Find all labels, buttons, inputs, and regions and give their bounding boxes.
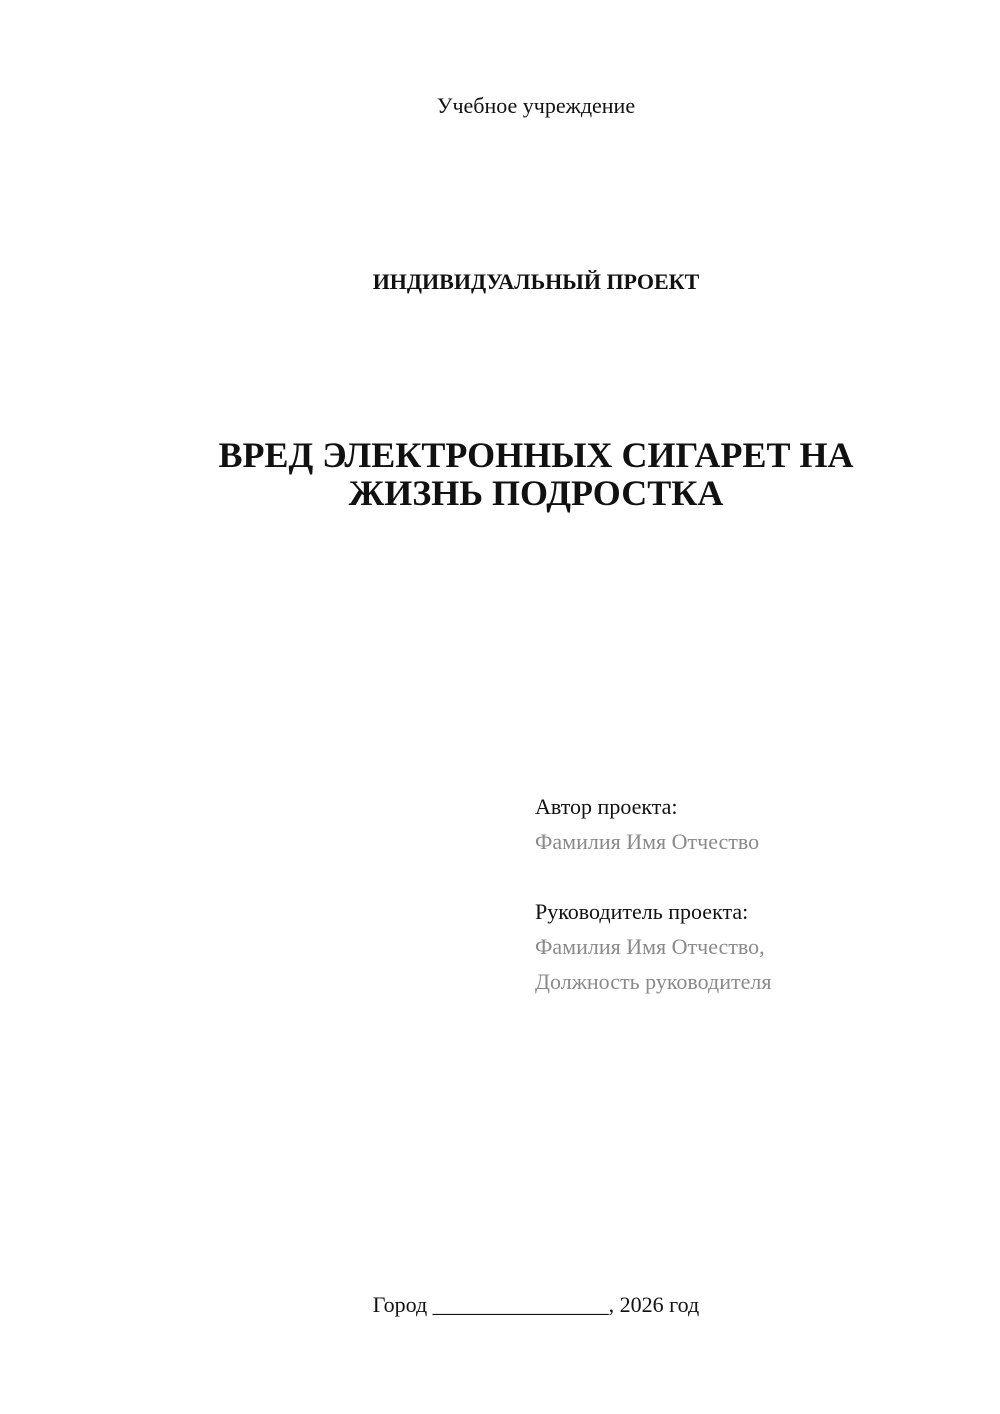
author-label: Автор проекта:: [535, 794, 678, 819]
project-type-heading: ИНДИВИДУАЛЬНЫЙ ПРОЕКТ: [372, 269, 700, 294]
author-name: Фамилия Имя Отчество: [535, 829, 760, 854]
project-title-line-1: ВРЕД ЭЛЕКТРОННЫХ СИГАРЕТ НА: [218, 435, 854, 475]
supervisor-name: Фамилия Имя Отчество,: [535, 934, 765, 959]
institution-name: Учебное учреждение: [436, 93, 636, 118]
supervisor-label: Руководитель проекта:: [535, 899, 749, 924]
project-title: [150, 436, 922, 512]
supervisor-position: Должность руководителя: [535, 969, 772, 994]
credits-block: [535, 789, 975, 999]
supervisor-block: [535, 894, 975, 999]
author-block: [535, 789, 975, 859]
project-title-line-2: ЖИЗНЬ ПОДРОСТКА: [348, 473, 724, 513]
city-year-footer: Город ________________, 2026 год: [372, 1292, 700, 1317]
